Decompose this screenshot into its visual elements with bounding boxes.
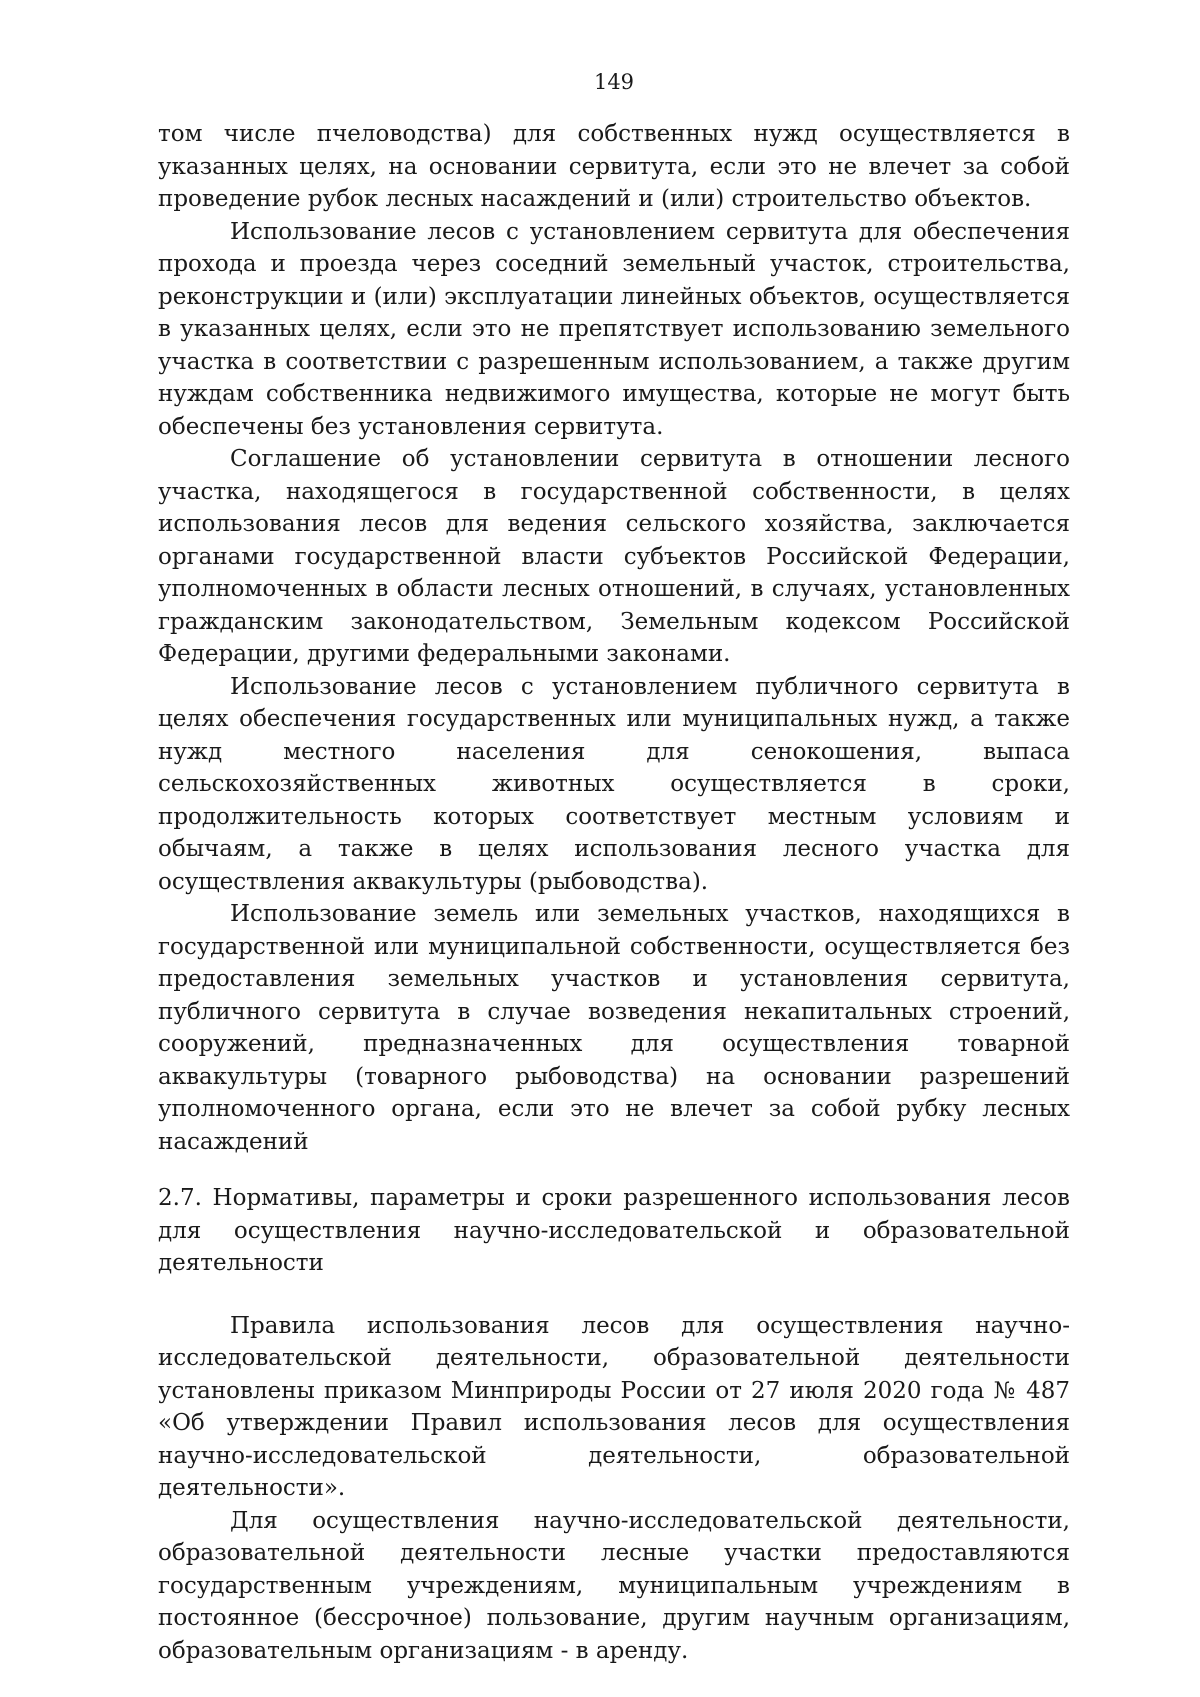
document-page <box>158 66 1070 1667</box>
page-number: 149 <box>593 70 635 94</box>
paragraph-servitude-passage: Использование лесов с установлением сервитута для обеспечения прохода и проезда через соседний земельный участок, строительства, реконструкции и (или) эксплуатации линейных объектов, осуществляется в указанных целях, если это не препятствует использованию земельного участка в соответствии с разрешенным использованием, а также другим нуждам собственника недвижимого имущества, которые не могут быть обеспечены без установления сервитута. <box>158 218 1070 440</box>
paragraph-research-rules: Правила использования лесов для осуществления научно-исследовательской деятельности, образовательной деятельности установлены приказом Минприроды России от 27 июля 2020 года № 487 «Об утверждении Правил использования лесов для осуществления научно-исследовательской деятельности, образовательной деятельности». <box>158 1312 1070 1501</box>
paragraph-continuation: том числе пчеловодства) для собственных нужд осуществляется в указанных целях, на основании сервитута, если это не влечет за собой проведение рубок лесных насаждений и (или) строительство объектов. <box>158 121 1070 212</box>
section-heading: 2.7. Нормативы, параметры и сроки разрешенного использования лесов для осуществления научно-исследовательской и образовательной деятельности <box>158 1185 1070 1276</box>
paragraph-servitude-agreement: Соглашение об установлении сервитута в отношении лесного участка, находящегося в государственной собственности, в целях использования лесов для ведения сельского хозяйства, заключается органами государственной власти субъектов Российской Федерации, уполномоченных в области лесных отношений, в случаях, установленных гражданским законодательством, Земельным кодексом Российской Федерации, другими федеральными законами. <box>158 446 1070 667</box>
paragraph-land-use-aquaculture: Использование земель или земельных участков, находящихся в государственной или муниципальной собственности, осуществляется без предоставления земельных участков и установления сервитута, публичного сервитута в случае возведения некапитальных строений, сооружений, предназначенных для осуществления товарной аквакультуры (товарного рыбоводства) на основании разрешений уполномоченного органа, если это не влечет за собой рубку лесных насаждений <box>158 901 1070 1155</box>
paragraph-research-provision: Для осуществления научно-исследовательской деятельности, образовательной деятельности лесные участки предоставляются государственным учреждениям, муниципальным учреждениям в постоянное (бессрочное) пользование, другим научным организациям, образовательным организациям - в аренду. <box>158 1507 1070 1664</box>
paragraph-public-servitude: Использование лесов с установлением публичного сервитута в целях обеспечения государственных или муниципальных нужд, а также нужд местного населения для сенокошения, выпаса сельскохозяйственных животных осуществляется в сроки, продолжительность которых соответствует местным условиям и обычаям, а также в целях использования лесного участка для осуществления аквакультуры (рыбоводства). <box>158 673 1070 895</box>
